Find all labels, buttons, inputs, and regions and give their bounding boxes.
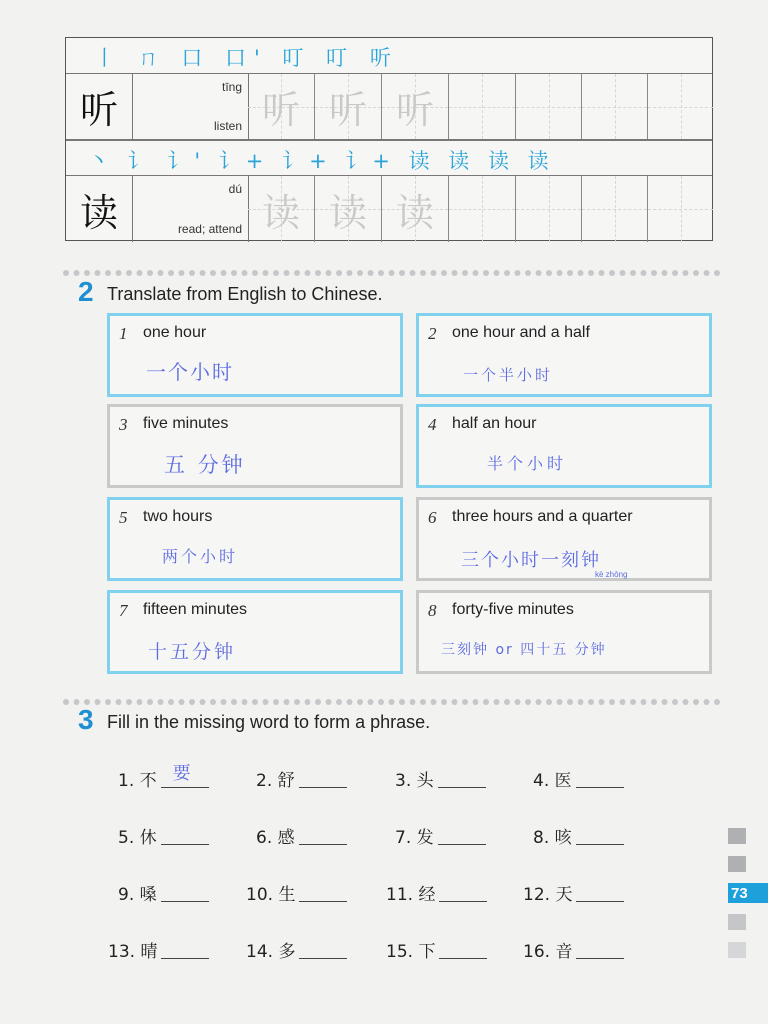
- translation-box: [107, 497, 403, 581]
- edge-tab: [728, 856, 746, 872]
- dotted-divider: [62, 269, 727, 277]
- fill-item: [118, 763, 209, 791]
- fill-prompt: 15. 下: [386, 942, 436, 962]
- fill-prompt: 3. 头: [395, 771, 434, 791]
- item-number: 3: [119, 415, 128, 434]
- pinyin: tīng: [221, 80, 242, 94]
- translation-box: [416, 404, 712, 488]
- english-prompt: fifteen minutes: [143, 601, 248, 618]
- fill-prompt: 11. 经: [386, 885, 436, 905]
- fill-item: [395, 766, 486, 791]
- meaning: listen: [213, 119, 242, 133]
- stroke-order-table: [65, 37, 713, 241]
- fill-blank[interactable]: [439, 884, 487, 902]
- translation-box: [416, 313, 712, 397]
- section-number: 2: [78, 276, 94, 307]
- fill-prompt: 14. 多: [246, 942, 296, 962]
- translation-box: [107, 313, 403, 397]
- trace-cell[interactable]: [382, 176, 449, 242]
- fill-prompt: 7. 发: [395, 828, 434, 848]
- english-prompt: five minutes: [143, 415, 229, 432]
- fill-item: [533, 766, 624, 791]
- trace-character: 读: [395, 190, 434, 235]
- item-number: 7: [119, 601, 128, 620]
- handwritten-answer[interactable]: 三刻钟 or 四十五 分钟: [441, 642, 607, 658]
- fill-blank[interactable]: [299, 941, 347, 959]
- fill-blank[interactable]: [299, 827, 347, 845]
- trace-cell[interactable]: [248, 176, 315, 242]
- fill-prompt: 13. 晴: [108, 942, 158, 962]
- trace-character: 听: [261, 88, 300, 132]
- practice-cell[interactable]: [582, 176, 648, 242]
- item-number: 4: [428, 415, 437, 434]
- edge-tab: [728, 828, 746, 844]
- fill-item: [533, 823, 624, 848]
- fill-prompt: 16. 音: [523, 942, 573, 962]
- english-prompt: two hours: [143, 508, 213, 525]
- fill-blank[interactable]: [299, 884, 347, 902]
- fill-prompt: 8. 咳: [533, 828, 572, 848]
- fill-item: [118, 880, 209, 905]
- trace-character: 听: [395, 88, 434, 132]
- item-number: 5: [119, 508, 128, 527]
- translation-box: [107, 590, 403, 674]
- practice-cell[interactable]: [449, 74, 516, 139]
- model-character: 读: [66, 176, 133, 242]
- character-row: [66, 74, 712, 140]
- page-number: 73: [728, 883, 768, 903]
- section-number: 3: [78, 704, 94, 735]
- fill-prompt: 6. 感: [256, 828, 295, 848]
- fill-blank[interactable]: [299, 770, 347, 788]
- handwritten-answer[interactable]: 半个小时: [487, 454, 568, 473]
- fill-prompt: 12. 天: [523, 885, 573, 905]
- practice-cell[interactable]: [449, 176, 516, 242]
- edge-tab: [728, 914, 746, 930]
- fill-blank[interactable]: [576, 770, 624, 788]
- fill-item: [523, 937, 624, 962]
- character-info: [132, 74, 249, 139]
- fill-prompt: 10. 生: [246, 885, 296, 905]
- stroke-sequence: 丶 讠 讠' 讠+ 讠+ 讠+ 读 读 读 读: [88, 149, 555, 173]
- english-prompt: three hours and a quarter: [452, 508, 633, 525]
- practice-cell[interactable]: [648, 176, 713, 242]
- stroke-sequence-row: [66, 38, 712, 74]
- english-prompt: half an hour: [452, 415, 537, 432]
- fill-item: [246, 880, 347, 905]
- fill-item: [395, 823, 486, 848]
- fill-item: [118, 823, 209, 848]
- translation-box: [416, 497, 712, 581]
- handwritten-answer[interactable]: 三个小时一刻钟: [461, 550, 601, 571]
- fill-prompt: 4. 医: [533, 771, 572, 791]
- practice-cell[interactable]: [648, 74, 713, 139]
- fill-blank[interactable]: [576, 884, 624, 902]
- pinyin: dú: [228, 182, 242, 196]
- pinyin-note: kè zhōng: [595, 570, 628, 579]
- fill-item: [386, 937, 487, 962]
- fill-item: [108, 937, 209, 962]
- fill-blank[interactable]: [576, 827, 624, 845]
- model-character: 听: [66, 74, 133, 139]
- stroke-sequence: 丨 ㄇ 口 口' 叮 叮 听: [94, 46, 399, 70]
- fill-blank[interactable]: [161, 941, 209, 959]
- item-number: 8: [428, 601, 437, 620]
- item-number: 2: [428, 324, 437, 343]
- fill-item: [386, 880, 487, 905]
- trace-cell[interactable]: [382, 74, 449, 139]
- fill-blank[interactable]: [161, 763, 209, 788]
- fill-prompt: 9. 嗓: [118, 885, 157, 905]
- fill-blank[interactable]: [439, 941, 487, 959]
- practice-cell[interactable]: [516, 176, 582, 242]
- character-row: [66, 176, 712, 242]
- fill-blank[interactable]: [438, 827, 486, 845]
- practice-cell[interactable]: [582, 74, 648, 139]
- section-title: Fill in the missing word to form a phrase.: [107, 712, 431, 732]
- trace-cell[interactable]: [315, 176, 382, 242]
- handwritten-answer[interactable]: 两个小时: [162, 547, 239, 566]
- item-number: 1: [119, 324, 128, 343]
- section-title: Translate from English to Chinese.: [107, 284, 383, 304]
- fill-prompt: 2. 舒: [256, 771, 295, 791]
- stroke-sequence-row: [66, 140, 712, 176]
- handwritten-answer[interactable]: 五 分钟: [164, 453, 246, 477]
- english-prompt: forty-five minutes: [452, 601, 574, 618]
- edge-tab: [728, 942, 746, 958]
- fill-blank[interactable]: [576, 941, 624, 959]
- item-number: 6: [428, 508, 437, 527]
- practice-cell[interactable]: [516, 74, 582, 139]
- dotted-divider: [62, 698, 727, 706]
- translation-box: [107, 404, 403, 488]
- fill-item: [256, 823, 347, 848]
- fill-item: [256, 766, 347, 791]
- handwritten-answer[interactable]: 一个小时: [146, 360, 234, 384]
- fill-prompt: 5. 休: [118, 828, 157, 848]
- translation-box: [416, 590, 712, 674]
- fill-item: [246, 937, 347, 962]
- handwritten-answer[interactable]: 一个半小时: [463, 366, 554, 384]
- trace-character: 读: [261, 190, 300, 235]
- handwritten-answer[interactable]: 十五分钟: [148, 641, 237, 663]
- english-prompt: one hour and a half: [452, 324, 590, 341]
- handwritten-answer: 要: [172, 763, 191, 784]
- fill-item: [523, 880, 624, 905]
- english-prompt: one hour: [143, 324, 207, 341]
- trace-character: 听: [328, 88, 367, 132]
- trace-character: 读: [328, 190, 367, 235]
- fill-prompt: 1. 不: [118, 771, 157, 791]
- trace-cell[interactable]: [315, 74, 382, 139]
- fill-blank[interactable]: [161, 827, 209, 845]
- fill-blank[interactable]: [161, 884, 209, 902]
- trace-cell[interactable]: [248, 74, 315, 139]
- meaning: read; attend: [177, 222, 242, 236]
- fill-blank[interactable]: [438, 770, 486, 788]
- character-info: [132, 176, 249, 242]
